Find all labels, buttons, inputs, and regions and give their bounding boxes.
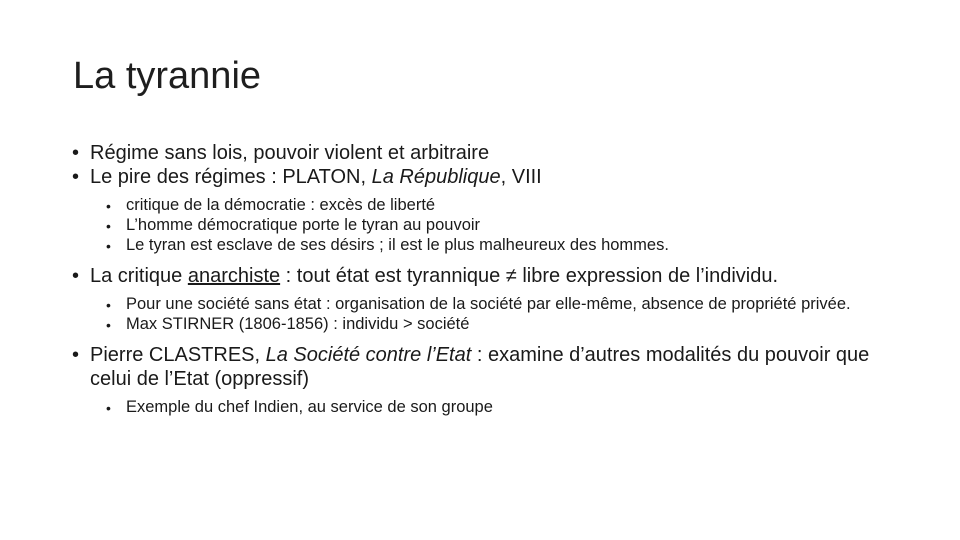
slide-body [72, 141, 892, 417]
sub-bullet-text: critique de la démocratie : excès de liberté [126, 196, 436, 214]
bullet-icon: • [106, 317, 111, 333]
bullet-text-prefix: Pierre CLASTRES, [90, 344, 266, 366]
bullet-item [72, 141, 892, 165]
bullet-icon: • [72, 265, 80, 287]
slide-title: La tyrannie [73, 55, 262, 97]
bullet-icon: • [106, 238, 111, 254]
bullet-item [72, 165, 892, 189]
sub-bullet-text: Pour une société sans état : organisation de la société par elle-même, absence de propriété privée. [126, 295, 851, 313]
bullet-icon: • [106, 400, 111, 416]
sub-bullet-item [106, 397, 892, 417]
bullet-text-prefix: Le pire des régimes : PLATON, [90, 166, 372, 188]
sub-bullet-item [106, 235, 892, 255]
sub-bullet-item [106, 215, 892, 235]
sub-bullet-item [106, 195, 892, 215]
bullet-icon: • [106, 297, 111, 313]
bullet-text-suffix: , VIII [500, 166, 542, 188]
sub-bullet-item [106, 294, 892, 314]
bullet-text-suffix: : tout état est tyrannique ≠ libre expression de l’individu. [280, 265, 779, 287]
sub-bullet-text: Le tyran est esclave de ses désirs ; il est le plus malheureux des hommes. [126, 236, 669, 254]
bullet-icon: • [106, 218, 111, 234]
sub-bullet-text: Max STIRNER (1806-1856) : individu > société [126, 315, 470, 333]
bullet-text-suffix: : examine d’autres modalités du pouvoir que celui de l’Etat (oppressif) [90, 344, 870, 390]
sub-bullet-text: Exemple du chef Indien, au service de son groupe [126, 398, 493, 416]
underlined-term: anarchiste [187, 265, 281, 287]
work-title: La République [371, 166, 501, 188]
sub-bullet-text: L’homme démocratique porte le tyran au pouvoir [126, 216, 481, 234]
bullet-item [72, 343, 892, 391]
work-title: La Société contre l’Etat [265, 344, 472, 366]
bullet-item [72, 264, 892, 288]
bullet-icon: • [72, 142, 80, 164]
bullet-icon: • [106, 198, 111, 214]
bullet-icon: • [72, 344, 80, 366]
sub-bullet-item [106, 314, 892, 334]
bullet-text: Régime sans lois, pouvoir violent et arbitraire [90, 142, 490, 164]
bullet-icon: • [72, 166, 80, 188]
bullet-text-prefix: La critique [90, 265, 188, 287]
